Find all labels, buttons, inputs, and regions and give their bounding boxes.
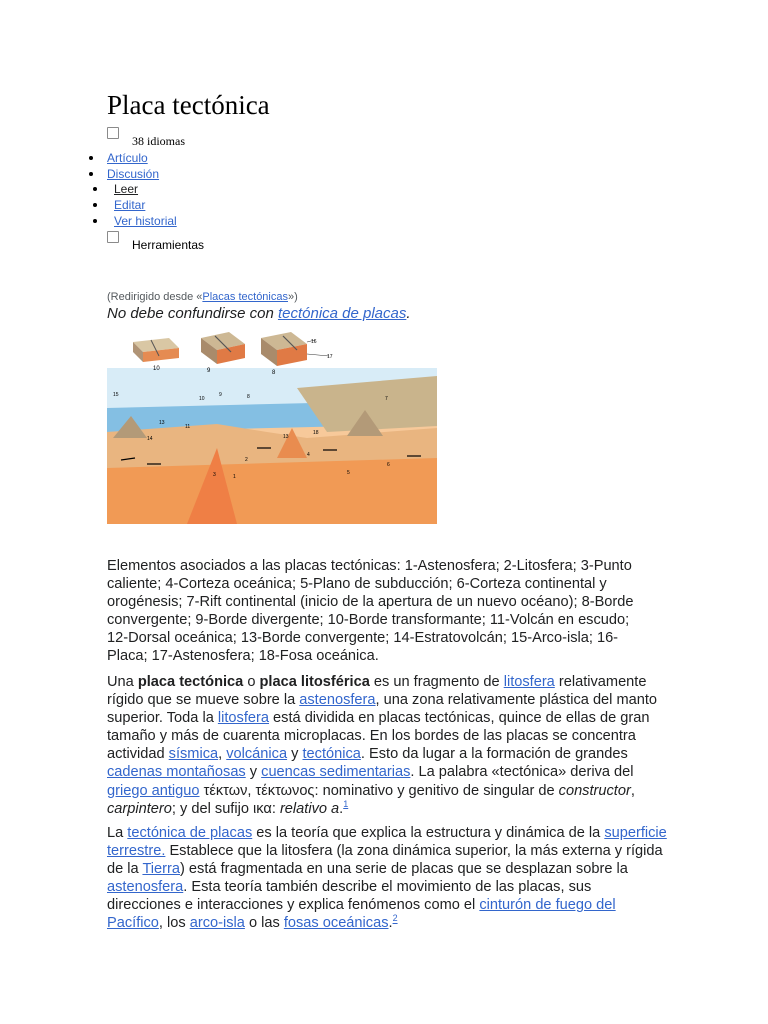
- languages-label[interactable]: 38 idiomas: [132, 134, 185, 148]
- svg-text:3: 3: [213, 472, 216, 478]
- svg-text:13: 13: [159, 420, 165, 426]
- reference-1[interactable]: 1: [343, 798, 349, 809]
- tab-article[interactable]: [107, 150, 159, 166]
- link-fosas-oceanicas[interactable]: fosas oceánicas: [283, 915, 389, 932]
- svg-text:10: 10: [153, 366, 160, 372]
- link-tierra[interactable]: Tierra: [142, 861, 181, 878]
- svg-text:4: 4: [307, 452, 310, 458]
- svg-text:6: 6: [387, 462, 390, 468]
- svg-text:17: 17: [327, 354, 333, 360]
- tab-discussion[interactable]: [107, 166, 159, 182]
- svg-text:14: 14: [147, 436, 153, 442]
- svg-text:16: 16: [311, 339, 317, 345]
- link-cuencas-sedimentarias[interactable]: cuencas sedimentarias: [261, 764, 411, 781]
- tab-article-link[interactable]: Artículo: [107, 151, 148, 165]
- link-astenosfera[interactable]: astenosfera: [299, 692, 376, 709]
- svg-text:10: 10: [199, 396, 205, 402]
- tools-menu[interactable]: [107, 232, 204, 252]
- link-litosfera[interactable]: litosfera: [503, 674, 555, 690]
- svg-text:9: 9: [219, 392, 222, 398]
- link-cinturon-de-fuego[interactable]: cinturón de fuego del Pacífico: [107, 897, 616, 932]
- svg-text:8: 8: [272, 370, 276, 376]
- block-diagram-transform: [133, 338, 179, 362]
- svg-text:1: 1: [233, 474, 236, 480]
- tab-history-link[interactable]: Ver historial: [114, 214, 177, 228]
- plate-tectonics-paragraph: La tectónica de placas es la teoría que explica la estructura y dinámica de la superficie terrestre. Establece que la litosfera (la zona dinámica superior, la más externa y rígida de la Tierra) está fragmentada en una serie de placas que se desplazan sobre la astenosfera. Esta teoría también describe el movimiento de las placas, sus direcciones e interacciones y explica fenómenos como el cinturón de fuego del Pacífico, los arco-isla o las fosas oceánicas.$^2$: [107, 825, 667, 932]
- link-volcanica[interactable]: volcánica: [226, 746, 288, 763]
- svg-text:18: 18: [313, 430, 319, 436]
- tab-read-link[interactable]: Leer: [114, 182, 139, 196]
- link-tectonica[interactable]: tectónica: [302, 746, 361, 763]
- link-arco-isla[interactable]: arco-isla: [189, 915, 245, 932]
- tab-read[interactable]: [114, 181, 177, 197]
- tools-checkbox[interactable]: [107, 231, 119, 243]
- link-tectonica-de-placas[interactable]: tectónica de placas: [127, 825, 253, 841]
- svg-text:15: 15: [113, 392, 119, 398]
- svg-text:11: 11: [185, 424, 191, 430]
- figure-caption: Elementos asociados a las placas tectónicas: 1-Astenosfera; 2-Litosfera; 3-Punto caliente; 4-Corteza oceánica; 5-Plano de subducción; 6-Corteza continental y orogénesis; 7-Rift continental (inicio de la apertura de un nuevo océano); 8-Borde convergente; 9-Borde divergente; 10-Borde transformante; 11-Volcán en escudo; 12-Dorsal oceánica; 13-Borde convergente; 14-Estratovolcán; 15-Arco-isla; 16-Placa; 17-Astenosfera; 18-Fosa oceánica.: [107, 558, 634, 665]
- link-sismica[interactable]: sísmica: [168, 746, 219, 763]
- intro-paragraph: Una placa tectónica o placa litosférica es un fragmento de litosfera relativamente rígido que se mueve sobre la astenosfera, una zona relativamente plástica del manto superior. Toda la litosfera está dividida en placas tectónicas, quince de ellas de gran tamaño y más de cuarenta microplacas. En los bordes de las placas se concentra actividad sísmica, volcánica y tectónica. Esto da lugar a la formación de grandes cadenas montañosas y cuencas sedimentarias. La palabra «tectónica» deriva del griego antiguo τέκτων, τέκτωνος: nominativo y genitivo de singular de constructor, carpintero; y del sufijo ικα: relativo a.$^1$: [107, 674, 658, 817]
- svg-text:9: 9: [207, 368, 211, 374]
- view-tabs: [114, 181, 177, 229]
- svg-text:5: 5: [347, 470, 350, 476]
- reference-2[interactable]: 2: [392, 913, 398, 924]
- namespace-tabs: [107, 150, 159, 182]
- page-title: Placa tectónica: [107, 90, 270, 120]
- svg-text:7: 7: [385, 396, 388, 402]
- hatnote: No debe confundirse con tectónica de placas.: [107, 305, 411, 322]
- redirect-note: (Redirigido desde «Placas tectónicas»): [107, 291, 298, 303]
- tools-label[interactable]: Herramientas: [132, 238, 205, 252]
- block-diagram-divergent: [201, 332, 245, 364]
- tab-edit[interactable]: [114, 197, 177, 213]
- block-diagram-convergent: [261, 332, 329, 366]
- link-griego-antiguo[interactable]: griego antiguo: [107, 782, 200, 799]
- svg-text:13: 13: [283, 434, 289, 440]
- link-litosfera-2[interactable]: litosfera: [217, 710, 269, 727]
- tectonic-plates-diagram[interactable]: [107, 328, 437, 524]
- link-cadenas-montanosas[interactable]: cadenas montañosas: [107, 764, 246, 781]
- link-astenosfera-2[interactable]: astenosfera: [107, 879, 184, 896]
- language-selector[interactable]: [107, 128, 185, 149]
- svg-text:2: 2: [245, 457, 248, 463]
- tab-discussion-link[interactable]: Discusión: [107, 167, 160, 181]
- hatnote-link[interactable]: tectónica de placas: [277, 305, 407, 322]
- languages-checkbox[interactable]: [107, 127, 119, 139]
- link-superficie-terrestre[interactable]: superficie terrestre.: [107, 825, 667, 860]
- svg-text:8: 8: [247, 394, 250, 400]
- tab-history[interactable]: [114, 213, 177, 229]
- redirect-link[interactable]: Placas tectónicas: [202, 291, 288, 303]
- tab-edit-link[interactable]: Editar: [114, 198, 146, 212]
